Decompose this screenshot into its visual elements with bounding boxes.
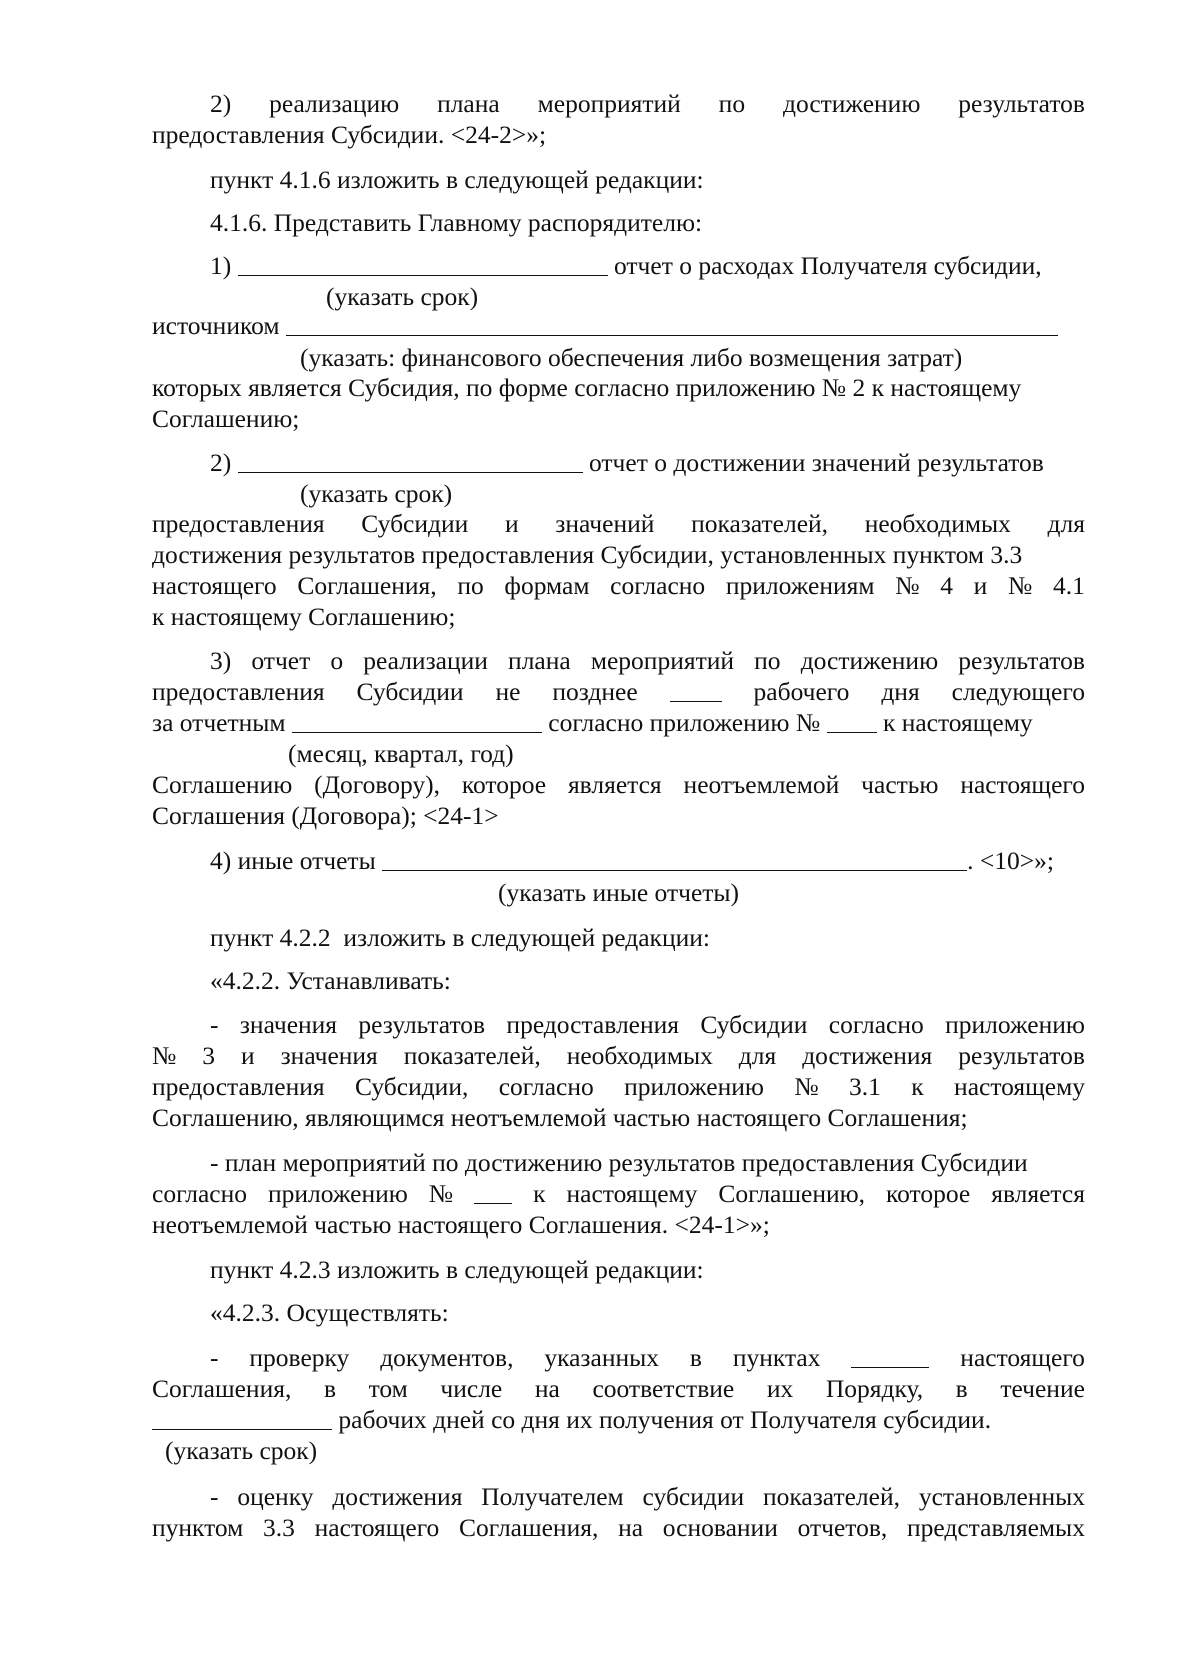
word: предоставления xyxy=(152,677,325,706)
word: их xyxy=(766,1374,794,1403)
paragraph-line xyxy=(152,710,1033,736)
word: плана xyxy=(508,646,571,675)
word: течение xyxy=(1000,1374,1085,1403)
word: частью xyxy=(861,770,939,799)
field-hint: (указать: финансового обеспечения либо возмещения затрат) xyxy=(300,343,963,372)
word: представляемых xyxy=(907,1513,1085,1542)
word: субсидии xyxy=(642,1482,745,1511)
word: том xyxy=(368,1374,408,1403)
word: значения xyxy=(280,1041,378,1070)
item-text: . <10>»; xyxy=(967,846,1054,875)
word: достижения xyxy=(332,1482,463,1511)
word: установленных xyxy=(918,1482,1085,1511)
word: Соглашения, xyxy=(152,1374,292,1403)
paragraph-line xyxy=(152,313,1058,339)
word: 3.3 xyxy=(263,1513,295,1542)
word: приложениям xyxy=(725,571,875,600)
word: Соглашению xyxy=(152,770,293,799)
paragraph-line xyxy=(152,1074,1085,1100)
item-text: согласно приложению № xyxy=(548,708,821,737)
word: согласно xyxy=(152,1179,247,1208)
field-hint: (указать срок) xyxy=(326,282,479,311)
word: отчет xyxy=(251,646,311,675)
word: реализацию xyxy=(269,89,400,118)
item-text: источником xyxy=(152,311,280,340)
appendix-number-blank xyxy=(827,710,877,733)
word: оценку xyxy=(237,1482,314,1511)
item-text: отчет о достижении значений результатов xyxy=(589,448,1044,477)
word: настоящего xyxy=(960,770,1085,799)
word: для xyxy=(1047,509,1085,538)
word: пунктах xyxy=(732,1343,821,1372)
paragraph-line: Соглашению, являющимся неотъемлемой частью настоящего Соглашения; xyxy=(152,1103,968,1132)
paragraph-line xyxy=(210,450,1044,476)
word: Порядку, xyxy=(825,1374,924,1403)
word: документов, xyxy=(380,1343,514,1372)
paragraph-line xyxy=(152,573,1085,599)
word: на xyxy=(534,1374,560,1403)
paragraph-line xyxy=(152,1376,1085,1402)
paragraph-line xyxy=(152,679,1085,705)
deadline-blank xyxy=(238,450,583,473)
paragraph-line xyxy=(210,253,1042,279)
paragraph-line: 4.1.6. Представить Главному распорядителю: xyxy=(210,208,703,237)
word: Субсидии xyxy=(361,509,469,538)
word: проверку xyxy=(249,1343,350,1372)
word: показателей, xyxy=(691,509,829,538)
word: результатов xyxy=(958,1041,1085,1070)
word: 4.1 xyxy=(1053,571,1085,600)
field-hint: (указать срок) xyxy=(165,1436,318,1465)
paragraph-line xyxy=(210,648,1085,674)
word: № xyxy=(794,1072,819,1101)
paragraph-line: пункт 4.2.3 изложить в следующей редакции: xyxy=(210,1255,704,1284)
word: мероприятий xyxy=(537,89,681,118)
word: которое xyxy=(461,770,547,799)
word: Соглашения, xyxy=(297,571,437,600)
paragraph-line xyxy=(152,1043,1085,1069)
word: № xyxy=(1008,571,1033,600)
deadline-blank xyxy=(238,253,608,276)
paragraph-line: Соглашению; xyxy=(152,404,300,433)
clauses-blank xyxy=(851,1345,929,1368)
word: Получателем xyxy=(481,1482,624,1511)
word: Субсидии xyxy=(700,1010,808,1039)
paragraph-line: - план мероприятий по достижению результатов предоставления Субсидии xyxy=(210,1148,1028,1177)
paragraph-line xyxy=(210,91,1085,117)
word: результатов xyxy=(958,89,1085,118)
word: предоставления xyxy=(152,509,325,538)
paragraph-line xyxy=(152,1407,991,1433)
word: к xyxy=(533,1179,546,1208)
paragraph-line: которых является Субсидия, по форме согласно приложению № 2 к настоящему xyxy=(152,373,1022,402)
word: 2) xyxy=(210,89,232,118)
item-number: 2) xyxy=(210,448,232,477)
word: приложению xyxy=(945,1010,1085,1039)
word: числе xyxy=(440,1374,503,1403)
word: результатов xyxy=(358,1010,486,1039)
item-text: отчет о расходах Получателя субсидии, xyxy=(614,251,1042,280)
word: предоставления xyxy=(506,1010,680,1039)
word: приложению xyxy=(267,1179,408,1208)
word: мероприятий xyxy=(590,646,735,675)
word: настоящему xyxy=(954,1072,1085,1101)
paragraph-line xyxy=(210,848,1054,874)
word: соответствие xyxy=(592,1374,735,1403)
word: и xyxy=(241,1041,255,1070)
word: является xyxy=(567,770,662,799)
word: приложению xyxy=(624,1072,764,1101)
word: является xyxy=(991,1179,1085,1208)
word: настоящего xyxy=(152,571,277,600)
word: настоящему xyxy=(566,1179,698,1208)
word: Соглашения, xyxy=(459,1513,599,1542)
paragraph-line xyxy=(210,1484,1085,1510)
word: к xyxy=(911,1072,924,1101)
word: и xyxy=(973,571,988,600)
paragraph-line xyxy=(152,1515,1085,1541)
word: № xyxy=(152,1041,177,1070)
paragraph-line: к настоящему Соглашению; xyxy=(152,602,456,631)
word: на xyxy=(618,1513,644,1542)
word: достижению xyxy=(800,646,939,675)
word: по xyxy=(457,571,484,600)
word: № xyxy=(895,571,920,600)
word: реализации xyxy=(363,646,488,675)
item-text: за отчетным xyxy=(152,708,286,737)
word: значения xyxy=(239,1010,338,1039)
word: Субсидии xyxy=(356,677,464,706)
word: необходимых xyxy=(566,1041,713,1070)
word: - xyxy=(210,1482,219,1511)
word: результатов xyxy=(958,646,1085,675)
word: настоящего xyxy=(314,1513,440,1542)
word: пунктом xyxy=(152,1513,244,1542)
appendix-number-blank xyxy=(474,1181,512,1204)
word: по xyxy=(718,89,746,118)
word: предоставления xyxy=(152,1072,325,1101)
paragraph-line: Соглашения (Договора); <24-1> xyxy=(152,801,499,830)
word: формам xyxy=(504,571,590,600)
word: достижения xyxy=(802,1041,933,1070)
word: согласно xyxy=(498,1072,594,1101)
item-text: к настоящему xyxy=(882,708,1033,737)
word: следующего xyxy=(951,677,1085,706)
paragraph-line: достижения результатов предоставления Субсидии, установленных пунктом 3.3 xyxy=(152,540,1023,569)
word: неотъемлемой xyxy=(683,770,840,799)
word: не xyxy=(495,677,521,706)
word: 4 xyxy=(940,571,953,600)
paragraph-line xyxy=(152,772,1085,798)
item-number: 1) xyxy=(210,251,232,280)
paragraph-line: пункт 4.2.2 изложить в следующей редакции: xyxy=(210,923,710,952)
field-hint: (месяц, квартал, год) xyxy=(288,739,514,768)
word: и xyxy=(504,509,519,538)
paragraph-line xyxy=(210,1012,1085,1038)
word: дня xyxy=(881,677,920,706)
paragraph-line xyxy=(210,1345,1085,1371)
period-blank xyxy=(292,710,542,733)
word: которое xyxy=(886,1179,971,1208)
word: согласно xyxy=(610,571,706,600)
paragraph-line: неотъемлемой частью настоящего Соглашения. <24-1>»; xyxy=(152,1210,770,1239)
word: позднее xyxy=(552,677,638,706)
word: для xyxy=(738,1041,777,1070)
word: - xyxy=(210,1343,219,1372)
word: о xyxy=(330,646,344,675)
word: отчетов, xyxy=(797,1513,888,1542)
word: 3) xyxy=(210,646,232,675)
word: указанных xyxy=(544,1343,659,1372)
word: 3.1 xyxy=(849,1072,881,1101)
word: показателей, xyxy=(403,1041,541,1070)
word: настоящего xyxy=(960,1343,1085,1372)
paragraph-line xyxy=(152,511,1085,537)
other-reports-blank xyxy=(382,848,967,871)
word: в xyxy=(955,1374,968,1403)
word: рабочего xyxy=(753,677,850,706)
word: (Договору), xyxy=(314,770,440,799)
deadline-blank xyxy=(152,1407,332,1430)
word: основании xyxy=(662,1513,778,1542)
word: 3 xyxy=(202,1041,216,1070)
field-hint: (указать иные отчеты) xyxy=(498,878,740,907)
paragraph-line: «4.2.2. Устанавливать: xyxy=(210,966,451,995)
word: Субсидии, xyxy=(354,1072,469,1101)
paragraph-line: пункт 4.1.6 изложить в следующей редакции: xyxy=(210,165,704,194)
paragraph-line: предоставления Субсидии. <24-2>»; xyxy=(152,120,547,149)
word: согласно xyxy=(828,1010,924,1039)
word: в xyxy=(323,1374,336,1403)
word: необходимых xyxy=(864,509,1011,538)
paragraph-line: «4.2.3. Осуществлять: xyxy=(210,1298,449,1327)
word: № xyxy=(428,1179,454,1208)
word: плана xyxy=(437,89,500,118)
item-text: рабочих дней со дня их получения от Получателя субсидии. xyxy=(338,1405,992,1434)
word: Соглашению, xyxy=(718,1179,866,1208)
word: - xyxy=(210,1010,219,1039)
field-hint: (указать срок) xyxy=(300,479,453,508)
blank xyxy=(670,679,722,702)
item-text: 4) иные отчеты xyxy=(210,846,376,875)
word: показателей, xyxy=(763,1482,900,1511)
word: значений xyxy=(555,509,655,538)
source-blank xyxy=(286,313,1058,336)
paragraph-line xyxy=(152,1181,1085,1207)
word: достижению xyxy=(782,89,921,118)
word: в xyxy=(689,1343,702,1372)
word: по xyxy=(754,646,781,675)
